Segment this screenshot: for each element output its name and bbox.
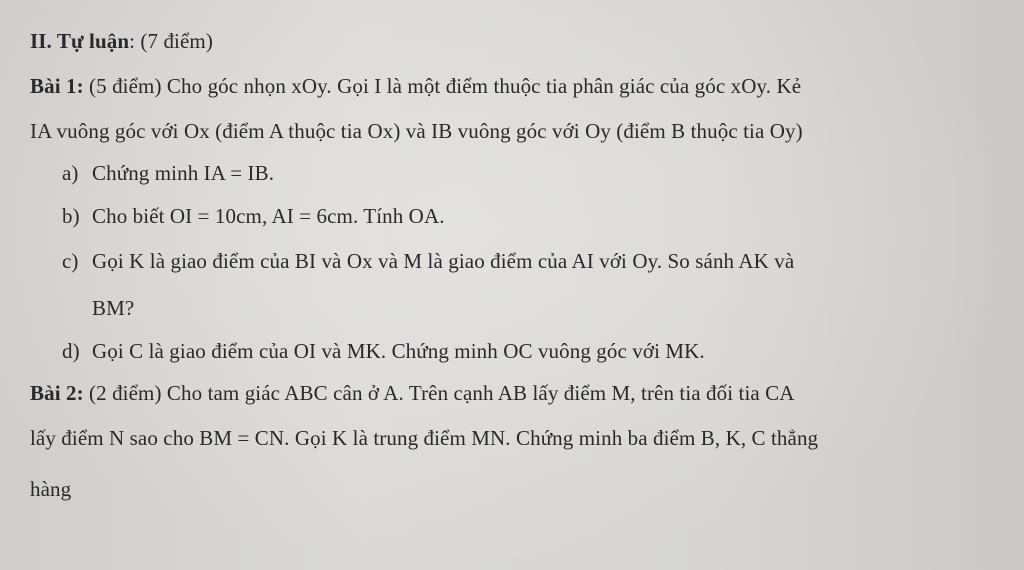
section-heading-points: : (7 điểm) xyxy=(129,29,213,53)
item-b-text: Cho biết OI = 10cm, AI = 6cm. Tính OA. xyxy=(92,204,445,228)
bai1-line-1 xyxy=(30,73,801,99)
bai2-line-3: hàng xyxy=(30,477,72,501)
item-a-label: a) xyxy=(62,161,79,185)
bai1-text-1: (5 điểm) Cho góc nhọn xOy. Gọi I là một điểm thuộc tia phân giác của góc xOy. Kẻ xyxy=(83,74,802,98)
section-heading xyxy=(30,28,213,54)
item-d-label: d) xyxy=(62,339,80,363)
bai1-item-c-continuation: BM? xyxy=(92,296,135,320)
bai1-line-2: IA vuông góc với Ox (điểm A thuộc tia Ox) và IB vuông góc với Oy (điểm B thuộc tia Oy) xyxy=(30,119,803,143)
section-heading-bold: II. Tự luận xyxy=(30,29,130,53)
bai1-label: Bài 1: xyxy=(30,74,84,98)
bai2-line-2: lấy điểm N sao cho BM = CN. Gọi K là trung điểm MN. Chứng minh ba điểm B, K, C thẳng xyxy=(30,426,819,450)
bai1-item-d xyxy=(62,338,705,364)
bai1-item-c xyxy=(62,248,794,274)
bai1-item-a xyxy=(62,160,274,186)
bai2-line-1 xyxy=(30,380,795,406)
item-a-text: Chứng minh IA = IB. xyxy=(92,161,275,185)
bai2-label: Bài 2: xyxy=(30,381,84,405)
item-c-label: c) xyxy=(62,249,79,273)
bai2-text-1: (2 điểm) Cho tam giác ABC cân ở A. Trên cạnh AB lấy điểm M, trên tia đối tia CA xyxy=(83,381,795,405)
item-b-label: b) xyxy=(62,204,80,228)
bai1-item-b xyxy=(62,203,445,229)
item-c-text: Gọi K là giao điểm của BI và Ox và M là giao điểm của AI với Oy. So sánh AK và xyxy=(92,249,795,273)
item-d-text: Gọi C là giao điểm của OI và MK. Chứng minh OC vuông góc với MK. xyxy=(92,339,705,363)
